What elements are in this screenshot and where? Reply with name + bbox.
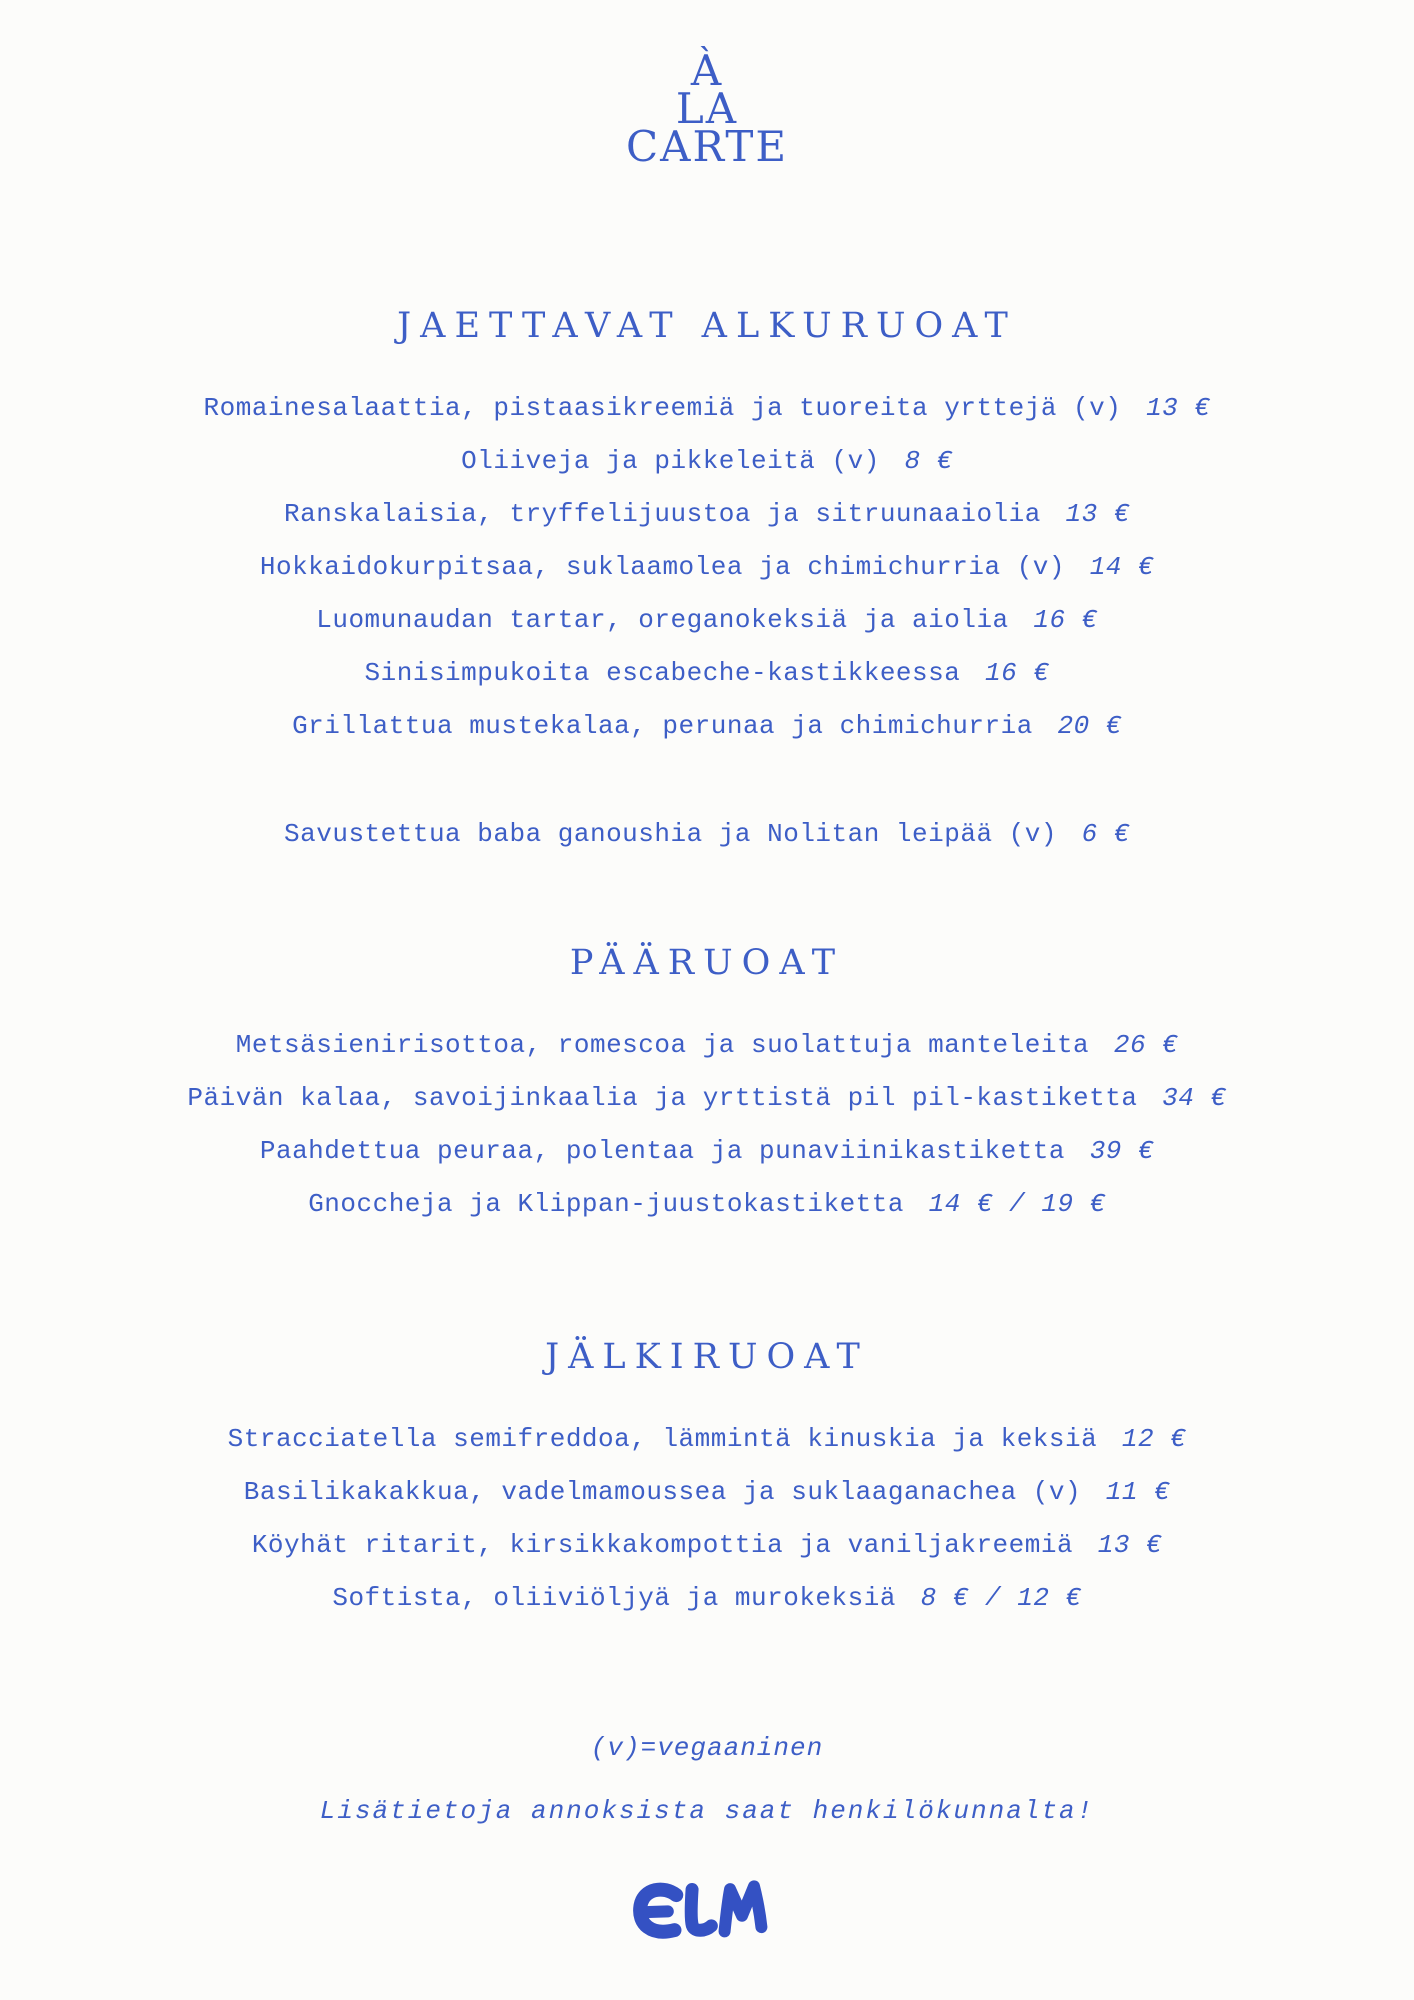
menu-sections — [0, 304, 1414, 1625]
item-name: Oliiveja ja pikkeleitä (v) — [461, 446, 880, 476]
menu-section — [0, 941, 1414, 1231]
menu-item — [0, 594, 1414, 647]
section-heading: JÄLKIRUOAT — [545, 1337, 869, 1377]
item-name: Basilikakakkua, vadelmamoussea ja suklaaganachea (v) — [243, 1477, 1082, 1507]
title-line-3: CARTE — [625, 122, 789, 171]
menu-item — [0, 700, 1414, 753]
menu-item — [0, 647, 1414, 700]
menu-item — [0, 382, 1414, 435]
item-price: 34 € — [1162, 1083, 1227, 1113]
item-price: 11 € — [1105, 1477, 1171, 1507]
menu-footer — [0, 1733, 1414, 1961]
section-items — [0, 1019, 1414, 1231]
item-price: 13 € — [1065, 499, 1130, 529]
section-items — [0, 382, 1414, 861]
item-price: 8 € / 12 € — [920, 1583, 1082, 1613]
menu-item — [0, 1466, 1414, 1519]
menu-title — [0, 0, 1414, 171]
item-price: 8 € — [904, 446, 953, 476]
menu-item — [0, 1072, 1414, 1125]
menu-item — [0, 1413, 1414, 1466]
item-price: 20 € — [1057, 711, 1122, 741]
staff-note: Lisätietoja annoksista saat henkilökunnalta! — [319, 1796, 1095, 1826]
menu-item — [0, 1019, 1414, 1072]
item-price: 26 € — [1113, 1030, 1179, 1060]
item-price: 16 € — [1033, 605, 1098, 635]
item-name: Metsäsienirisottoa, romescoa ja suolattuja manteleita — [235, 1030, 1090, 1060]
menu-item — [0, 1519, 1414, 1572]
item-name: Luomunaudan tartar, oreganokeksiä ja aiolia — [316, 605, 1009, 635]
menu-item — [0, 808, 1414, 861]
title-line-2: LA — [675, 84, 739, 133]
menu-section — [0, 304, 1414, 861]
menu-item — [0, 488, 1414, 541]
section-heading: PÄÄRUOAT — [569, 943, 845, 983]
item-price: 16 € — [985, 658, 1050, 688]
item-price: 13 € — [1146, 393, 1211, 423]
item-price: 14 € / 19 € — [928, 1189, 1106, 1219]
item-price: 12 € — [1121, 1424, 1187, 1454]
vegan-note: (v)=vegaaninen — [590, 1733, 824, 1763]
elm-logo-icon — [626, 1873, 789, 1959]
menu-section — [0, 1335, 1414, 1625]
menu-item — [0, 1572, 1414, 1625]
menu-item — [0, 435, 1414, 488]
item-name: Grillattua mustekalaa, perunaa ja chimichurria — [292, 711, 1033, 741]
item-name: Hokkaidokurpitsaa, suklaamolea ja chimichurria (v) — [259, 552, 1066, 582]
title-line-1: À — [690, 46, 724, 95]
section-items — [0, 1413, 1414, 1625]
item-price: 6 € — [1081, 819, 1130, 849]
item-price: 13 € — [1097, 1530, 1163, 1560]
item-price: 39 € — [1089, 1136, 1155, 1166]
item-name: Romainesalaattia, pistaasikreemiä ja tuoreita yrttejä (v) — [203, 393, 1122, 423]
item-name: Ranskalaisia, tryffelijuustoa ja sitruunaaiolia — [284, 499, 1041, 529]
menu-item — [0, 1178, 1414, 1231]
section-heading: JAETTAVAT ALKURUOAT — [397, 306, 1017, 346]
item-name: Päivän kalaa, savoijinkaalia ja yrttistä pil pil-kastiketta — [187, 1083, 1138, 1113]
menu-item — [0, 1125, 1414, 1178]
item-price: 14 € — [1089, 552, 1155, 582]
item-name: Gnoccheja ja Klippan-juustokastiketta — [308, 1189, 904, 1219]
item-name: Stracciatella semifreddoa, lämmintä kinuskia ja keksiä — [227, 1424, 1098, 1454]
item-name: Köyhät ritarit, kirsikkakompottia ja vaniljakreemiä — [251, 1530, 1074, 1560]
menu-item — [0, 541, 1414, 594]
item-name: Sinisimpukoita escabeche-kastikkeessa — [364, 658, 961, 688]
elm-logo — [0, 1876, 1414, 1961]
item-name: Softista, oliiviöljyä ja murokeksiä — [332, 1583, 896, 1613]
item-name: Paahdettua peuraa, polentaa ja punaviinikastiketta — [259, 1136, 1066, 1166]
item-name: Savustettua baba ganoushia ja Nolitan leipää (v) — [284, 819, 1057, 849]
